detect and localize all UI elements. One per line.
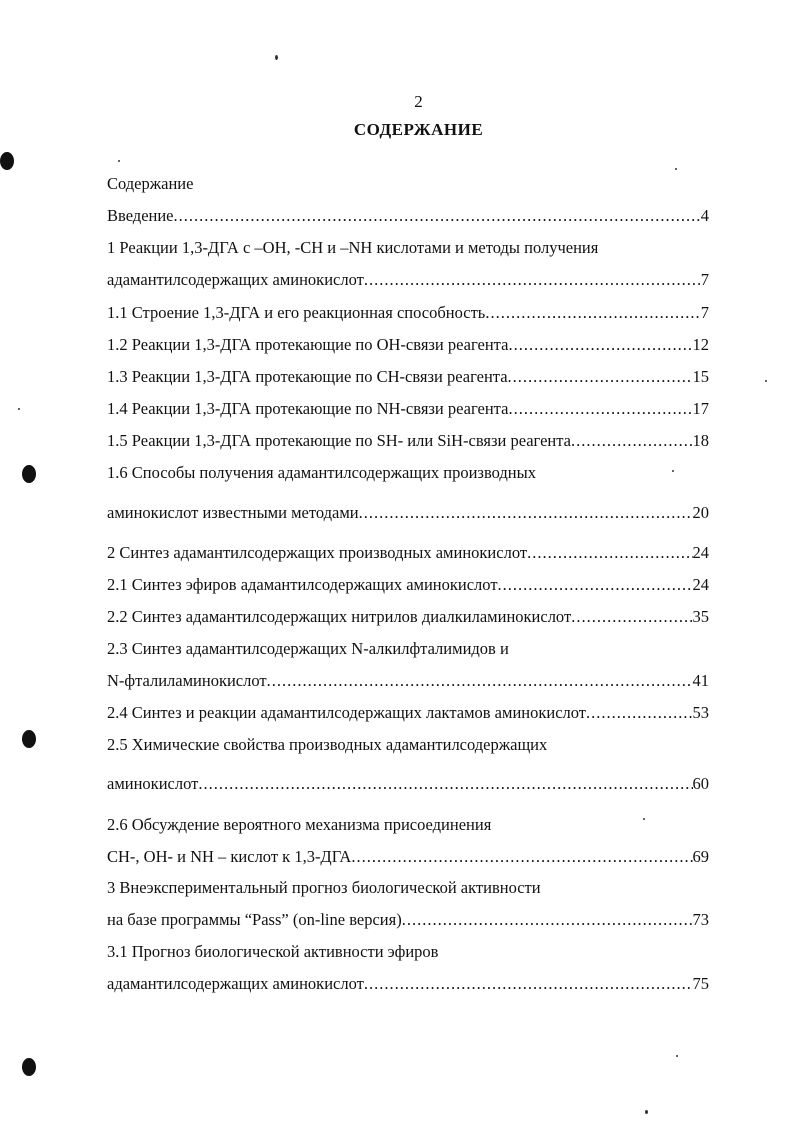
toc-entry: аминокислот ..... 60	[107, 774, 709, 794]
scan-speck	[645, 1110, 648, 1114]
toc-heading: Содержание	[107, 174, 194, 193]
toc-entry: 1.4 Реакции 1,3-ДГА протекающие по NH-связи реагента ..... 17	[107, 399, 709, 419]
toc-entry: на базе программы “Pass” (on-line версия) ..... 73	[107, 910, 709, 930]
toc-entry: 1.5 Реакции 1,3-ДГА протекающие по SH- или SiH-связи реагента ..... 18	[107, 431, 709, 451]
toc-entry: 3 Внеэкспериментальный прогноз биологической активности	[107, 878, 541, 897]
punch-hole	[22, 730, 36, 748]
toc-entry: 2.3 Синтез адамантилсодержащих N-алкилфталимидов и	[107, 639, 509, 658]
toc-entry: 1.6 Способы получения адамантилсодержащих производных	[107, 463, 536, 482]
toc-entry: 2.5 Химические свойства производных адамантилсодержащих	[107, 735, 548, 754]
toc-entry: 1.3 Реакции 1,3-ДГА протекающие по СН-связи реагента ..... 15	[107, 367, 709, 387]
page-title: СОДЕРЖАНИЕ	[353, 120, 484, 139]
toc-entry: 2 Синтез адамантилсодержащих производных аминокислот ..... 24	[107, 543, 709, 563]
scan-speck	[675, 168, 677, 170]
scan-speck	[676, 1055, 678, 1057]
toc-entry: СН-, ОН- и NH – кислот к 1,3-ДГА ..... 69	[107, 847, 709, 867]
punch-hole	[0, 152, 14, 170]
toc-entry: 2.1 Синтез эфиров адамантилсодержащих аминокислот ..... 24	[107, 575, 709, 595]
toc-entry: N-фталиламинокислот ..... 41	[107, 671, 709, 691]
toc-entry: 2.6 Обсуждение вероятного механизма присоединения	[107, 815, 492, 834]
toc-entry: 1.1 Строение 1,3-ДГА и его реакционная способность ..... 7	[107, 303, 709, 323]
scan-speck	[275, 55, 278, 60]
toc-entry: адамантилсодержащих аминокислот ..... 75	[107, 974, 709, 994]
page-number: 2	[414, 92, 423, 111]
toc-entry: 1 Реакции 1,3-ДГА с –ОН, -СН и –NH кислотами и методы получения	[107, 238, 599, 257]
punch-hole	[22, 1058, 36, 1076]
toc-entry: Введение ..... 4	[107, 206, 709, 226]
scan-speck	[765, 380, 767, 382]
scan-speck	[118, 160, 120, 162]
scan-speck	[18, 408, 20, 410]
toc-entry: 3.1 Прогноз биологической активности эфиров	[107, 942, 439, 961]
toc-entry: 2.4 Синтез и реакции адамантилсодержащих лактамов аминокислот ..... 53	[107, 703, 709, 723]
toc-entry: аминокислот известными методами ..... 20	[107, 503, 709, 523]
toc-entry: 1.2 Реакции 1,3-ДГА протекающие по ОН-связи реагента ..... 12	[107, 335, 709, 355]
toc-entry: 2.2 Синтез адамантилсодержащих нитрилов диалкиламинокислот ..... 35	[107, 607, 709, 627]
scan-speck	[672, 470, 674, 472]
toc-entry: адамантилсодержащих аминокислот ..... 7	[107, 270, 709, 290]
punch-hole	[22, 465, 36, 483]
scan-speck	[643, 818, 645, 820]
